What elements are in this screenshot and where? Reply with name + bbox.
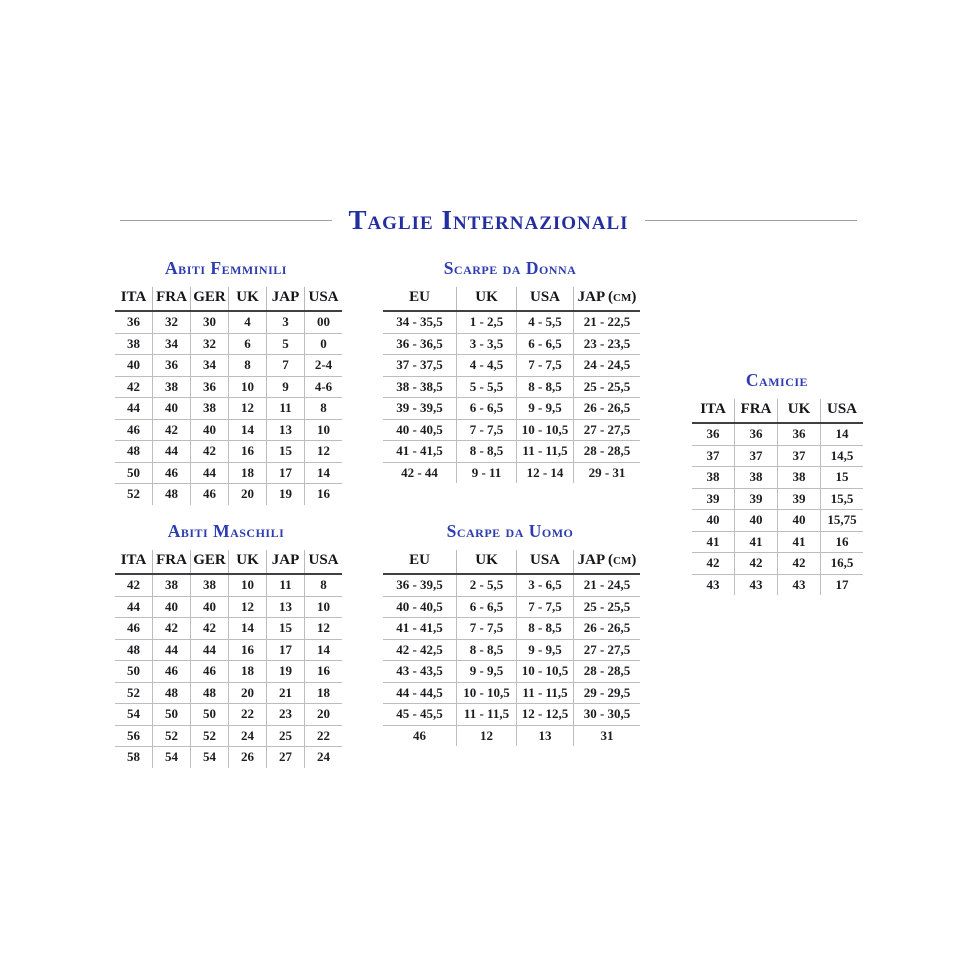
size-cell: 31 — [574, 725, 641, 746]
size-cell: 43 — [735, 574, 778, 595]
size-cell: 34 - 35,5 — [396, 314, 443, 330]
page-header — [120, 205, 857, 236]
size-cell: 42 — [191, 618, 229, 640]
size-cell: 16 — [229, 639, 267, 661]
size-cell: 6 - 6,5 — [457, 596, 517, 618]
size-cell: 21 - 24,5 — [574, 574, 641, 596]
column-header: JAP (cm) — [574, 550, 641, 574]
size-cell: 15,5 — [821, 488, 864, 510]
size-cell: 17 — [821, 574, 864, 595]
section-title-scarpe-da-donna: Scarpe da Donna — [443, 258, 577, 278]
size-cell: 9 - 9,5 — [457, 661, 517, 683]
size-cell: 13 — [267, 596, 305, 618]
table-row — [383, 574, 640, 596]
size-cell: 9 - 9,5 — [517, 639, 574, 661]
header-row — [383, 287, 640, 311]
size-cell: 36 - 36,5 — [383, 333, 457, 355]
size-cell: 46 — [115, 419, 153, 441]
size-cell: 39 — [778, 488, 821, 510]
table-row — [383, 725, 640, 746]
size-cell: 10 — [305, 596, 343, 618]
size-cell: 52 — [115, 484, 153, 505]
size-cell: 56 — [115, 725, 153, 747]
size-cell: 32 — [191, 333, 229, 355]
table-row — [383, 661, 640, 683]
size-cell: 3 — [267, 311, 305, 333]
size-cell: 1 - 2,5 — [457, 311, 517, 333]
size-cell: 48 — [191, 682, 229, 704]
table-row — [115, 311, 342, 333]
size-cell: 23 - 23,5 — [574, 333, 641, 355]
size-cell: 44 — [115, 398, 153, 420]
size-cell: 11 - 11,5 — [517, 441, 574, 463]
size-cell: 20 — [305, 704, 343, 726]
size-cell: 40 — [191, 596, 229, 618]
size-cell: 46 — [115, 618, 153, 640]
table-row — [115, 574, 342, 596]
size-cell: 22 — [229, 704, 267, 726]
size-cell: 37 - 37,5 — [383, 355, 457, 377]
table-row — [115, 661, 342, 683]
size-cell: 40 — [153, 398, 191, 420]
size-cell: 40 — [191, 419, 229, 441]
column-header: JAP — [267, 550, 305, 574]
column-header: UK — [457, 287, 517, 311]
size-cell: 7 - 7,5 — [457, 419, 517, 441]
column-header: FRA — [735, 399, 778, 423]
size-cell: 14 — [229, 618, 267, 640]
size-cell: 12 - 14 — [517, 462, 574, 483]
size-cell: 30 - 30,5 — [574, 704, 641, 726]
size-cell: 46 — [191, 484, 229, 505]
title-rule-left — [120, 220, 332, 221]
header-row — [115, 550, 342, 574]
table-row — [692, 531, 863, 553]
table-row — [692, 467, 863, 489]
size-cell: 11 - 11,5 — [457, 704, 517, 726]
size-cell: 9 - 11 — [457, 462, 517, 483]
column-header: JAP (cm) — [574, 287, 641, 311]
size-cell: 43 - 43,5 — [383, 661, 457, 683]
size-cell: 8 - 8,5 — [517, 376, 574, 398]
column-header: EU — [383, 550, 457, 574]
size-cell: 19 — [267, 484, 305, 505]
size-cell: 27 - 27,5 — [574, 639, 641, 661]
size-cell: 50 — [191, 704, 229, 726]
size-cell: 11 - 11,5 — [517, 682, 574, 704]
size-cell: 15 — [821, 467, 864, 489]
size-cell: 24 — [305, 747, 343, 768]
size-cell: 58 — [115, 747, 153, 768]
size-cell: 00 — [305, 311, 343, 333]
table-row — [692, 423, 863, 445]
column-header: GER — [191, 550, 229, 574]
size-cell: 25 — [267, 725, 305, 747]
size-cell: 7 — [267, 355, 305, 377]
table-row — [115, 682, 342, 704]
size-cell: 14 — [305, 462, 343, 484]
size-cell: 8 - 8,5 — [457, 441, 517, 463]
table-row — [115, 704, 342, 726]
size-cell: 40 - 40,5 — [383, 596, 457, 618]
size-table-abiti-maschili — [115, 550, 342, 768]
table-row — [692, 445, 863, 467]
table-row — [115, 725, 342, 747]
size-cell: 38 — [153, 376, 191, 398]
size-cell: 5 - 5,5 — [457, 376, 517, 398]
size-cell: 16 — [305, 661, 343, 683]
table-row — [115, 639, 342, 661]
column-header: USA — [821, 399, 864, 423]
section-title-abiti-maschili: Abiti Maschili — [167, 521, 285, 541]
size-cell: 7 - 7,5 — [517, 355, 574, 377]
section-abiti-femminili — [115, 258, 337, 505]
size-cell: 43 — [778, 574, 821, 595]
size-cell: 9 — [267, 376, 305, 398]
size-cell: 12 - 12,5 — [517, 704, 574, 726]
size-cell: 42 — [735, 553, 778, 575]
size-cell: 54 — [191, 747, 229, 768]
size-cell: 46 — [153, 462, 191, 484]
size-cell: 46 — [153, 661, 191, 683]
section-title-scarpe-da-uomo: Scarpe da Uomo — [446, 521, 574, 541]
size-cell: 8 - 8,5 — [517, 618, 574, 640]
size-cell: 13 — [267, 419, 305, 441]
size-cell: 26 - 26,5 — [574, 618, 641, 640]
table-row — [692, 510, 863, 532]
size-cell: 18 — [229, 462, 267, 484]
section-abiti-maschili — [115, 521, 337, 768]
table-row — [115, 333, 342, 355]
column-header: ITA — [692, 399, 735, 423]
size-cell: 38 — [692, 467, 735, 489]
table-row — [115, 462, 342, 484]
size-cell: 44 - 44,5 — [383, 682, 457, 704]
size-table-abiti-femminili — [115, 287, 342, 505]
size-cell: 29 - 29,5 — [574, 682, 641, 704]
size-cell: 40 — [778, 510, 821, 532]
size-cell: 54 — [115, 704, 153, 726]
size-cell: 43 — [692, 574, 735, 595]
size-cell: 21 — [267, 682, 305, 704]
size-cell: 11 — [267, 398, 305, 420]
size-cell: 3 - 3,5 — [457, 333, 517, 355]
section-title-camicie: Camicie — [745, 370, 809, 390]
size-cell: 41 — [778, 531, 821, 553]
table-row — [115, 419, 342, 441]
size-cell: 16 — [821, 531, 864, 553]
size-cell: 10 — [305, 419, 343, 441]
size-cell: 15 — [267, 441, 305, 463]
size-cell: 44 — [153, 441, 191, 463]
size-cell: 50 — [115, 462, 153, 484]
size-cell: 4 - 5,5 — [517, 311, 574, 333]
column-header: UK — [229, 550, 267, 574]
size-cell: 6 - 6,5 — [517, 333, 574, 355]
section-title-abiti-femminili: Abiti Femminili — [165, 258, 287, 278]
size-cell: 4-6 — [305, 376, 343, 398]
size-cell: 42 — [153, 419, 191, 441]
size-cell: 40 — [692, 510, 735, 532]
size-cell: 39 - 39,5 — [383, 398, 457, 420]
column-header: GER — [191, 287, 229, 311]
size-cell: 6 - 6,5 — [457, 398, 517, 420]
column-header: ITA — [115, 550, 153, 574]
column-header: USA — [305, 287, 343, 311]
size-cell: 48 — [115, 441, 153, 463]
size-cell: 54 — [153, 747, 191, 768]
size-cell: 8 — [305, 398, 343, 420]
table-row — [692, 488, 863, 510]
size-cell: 13 — [517, 725, 574, 746]
table-row — [383, 618, 640, 640]
size-cell: 36 — [735, 423, 778, 445]
size-cell: 36 — [153, 355, 191, 377]
size-cell: 5 — [267, 333, 305, 355]
size-cell: 24 - 24,5 — [574, 355, 641, 377]
size-cell: 28 - 28,5 — [574, 661, 641, 683]
size-cell: 36 - 39,5 — [396, 577, 443, 593]
size-cell: 26 - 26,5 — [574, 398, 641, 420]
size-cell: 22 — [305, 725, 343, 747]
size-cell: 37 — [778, 445, 821, 467]
size-cell: 18 — [229, 661, 267, 683]
table-row — [383, 441, 640, 463]
size-table-scarpe-da-uomo — [383, 550, 640, 746]
size-cell: 36 — [706, 426, 720, 442]
section-scarpe-da-uomo — [383, 521, 637, 746]
size-cell: 10 - 10,5 — [517, 419, 574, 441]
size-cell: 21 - 22,5 — [574, 311, 641, 333]
size-table-scarpe-da-donna — [383, 287, 640, 483]
column-header: JAP — [267, 287, 305, 311]
table-row — [383, 462, 640, 483]
table-row — [115, 618, 342, 640]
size-cell: 40 — [115, 355, 153, 377]
size-cell: 38 — [115, 333, 153, 355]
size-cell: 28 - 28,5 — [574, 441, 641, 463]
size-cell: 38 — [735, 467, 778, 489]
size-cell: 38 — [191, 398, 229, 420]
size-cell: 39 — [735, 488, 778, 510]
size-cell: 40 — [735, 510, 778, 532]
size-cell: 20 — [229, 682, 267, 704]
size-cell: 38 — [153, 574, 191, 596]
column-header: USA — [517, 287, 574, 311]
size-cell: 3 - 6,5 — [517, 574, 574, 596]
column-header: FRA — [153, 550, 191, 574]
size-cell: 38 — [191, 574, 229, 596]
size-cell: 34 — [191, 355, 229, 377]
size-cell: 30 — [191, 311, 229, 333]
size-cell: 42 — [127, 577, 140, 593]
size-cell: 42 — [692, 553, 735, 575]
size-cell: 44 — [191, 639, 229, 661]
header-row — [115, 287, 342, 311]
size-cell: 29 - 31 — [574, 462, 641, 483]
size-cell: 12 — [229, 596, 267, 618]
size-cell: 36 — [191, 376, 229, 398]
header-row — [383, 550, 640, 574]
size-cell: 9 - 9,5 — [517, 398, 574, 420]
size-cell: 46 — [383, 725, 457, 746]
size-cell: 48 — [115, 639, 153, 661]
table-row — [115, 596, 342, 618]
column-header: FRA — [153, 287, 191, 311]
table-row — [115, 747, 342, 768]
size-cell: 7 - 7,5 — [517, 596, 574, 618]
size-cell: 52 — [153, 725, 191, 747]
column-header: EU — [383, 287, 457, 311]
column-header: ITA — [115, 287, 153, 311]
size-cell: 27 — [267, 747, 305, 768]
size-cell: 44 — [153, 639, 191, 661]
size-cell: 10 - 10,5 — [457, 682, 517, 704]
size-cell: 6 — [229, 333, 267, 355]
size-cell: 16 — [229, 441, 267, 463]
header-row — [692, 399, 863, 423]
size-cell: 26 — [229, 747, 267, 768]
table-row — [115, 441, 342, 463]
size-cell: 2 - 5,5 — [457, 574, 517, 596]
title-rule-right — [645, 220, 857, 221]
size-cell: 41 — [692, 531, 735, 553]
size-cell: 14 — [305, 639, 343, 661]
table-row — [383, 704, 640, 726]
table-row — [383, 355, 640, 377]
size-cell: 20 — [229, 484, 267, 505]
size-cell: 12 — [457, 725, 517, 746]
size-cell: 8 — [305, 574, 343, 596]
size-cell: 38 — [778, 467, 821, 489]
size-cell: 37 — [692, 445, 735, 467]
size-cell: 10 — [229, 376, 267, 398]
size-cell: 39 — [692, 488, 735, 510]
size-cell: 42 - 42,5 — [383, 639, 457, 661]
size-cell: 34 — [153, 333, 191, 355]
section-camicie — [692, 370, 862, 595]
size-cell: 12 — [305, 618, 343, 640]
size-cell: 15 — [267, 618, 305, 640]
size-cell: 2-4 — [305, 355, 343, 377]
size-cell: 25 - 25,5 — [574, 376, 641, 398]
size-table-camicie — [692, 399, 863, 595]
size-cell: 45 - 45,5 — [383, 704, 457, 726]
column-header: UK — [229, 287, 267, 311]
size-cell: 52 — [115, 682, 153, 704]
size-cell: 38 - 38,5 — [383, 376, 457, 398]
table-row — [383, 596, 640, 618]
table-row — [383, 398, 640, 420]
size-cell: 14 — [229, 419, 267, 441]
size-cell: 8 - 8,5 — [457, 639, 517, 661]
table-row — [383, 333, 640, 355]
table-row — [383, 311, 640, 333]
size-cell: 50 — [153, 704, 191, 726]
size-cell: 15,75 — [821, 510, 864, 532]
size-cell: 23 — [267, 704, 305, 726]
size-cell: 46 — [191, 661, 229, 683]
size-cell: 48 — [153, 484, 191, 505]
column-header: UK — [457, 550, 517, 574]
table-row — [383, 376, 640, 398]
size-cell: 52 — [191, 725, 229, 747]
page-title: Taglie Internazionali — [348, 205, 629, 235]
size-cell: 48 — [153, 682, 191, 704]
table-row — [692, 553, 863, 575]
size-cell: 10 — [229, 574, 267, 596]
size-cell: 44 — [191, 462, 229, 484]
size-cell: 42 — [115, 376, 153, 398]
size-cell: 4 — [229, 311, 267, 333]
size-cell: 10 - 10,5 — [517, 661, 574, 683]
size-cell: 27 - 27,5 — [574, 419, 641, 441]
column-header: USA — [305, 550, 343, 574]
size-cell: 36 — [778, 423, 821, 445]
size-cell: 18 — [305, 682, 343, 704]
table-row — [115, 398, 342, 420]
size-cell: 24 — [229, 725, 267, 747]
size-cell: 41 — [735, 531, 778, 553]
table-row — [383, 682, 640, 704]
size-cell: 44 — [115, 596, 153, 618]
size-cell: 8 — [229, 355, 267, 377]
section-scarpe-da-donna — [383, 258, 637, 483]
size-cell: 42 — [778, 553, 821, 575]
size-cell: 14 — [821, 423, 864, 445]
column-header: UK — [778, 399, 821, 423]
size-cell: 40 - 40,5 — [383, 419, 457, 441]
table-row — [115, 484, 342, 505]
size-cell: 14,5 — [821, 445, 864, 467]
size-cell: 16,5 — [821, 553, 864, 575]
column-header: USA — [517, 550, 574, 574]
size-cell: 16 — [305, 484, 343, 505]
size-cell: 11 — [267, 574, 305, 596]
size-cell: 32 — [153, 311, 191, 333]
size-cell: 41 - 41,5 — [383, 618, 457, 640]
size-cell: 12 — [305, 441, 343, 463]
size-cell: 37 — [735, 445, 778, 467]
size-cell: 7 - 7,5 — [457, 618, 517, 640]
size-cell: 17 — [267, 462, 305, 484]
table-row — [383, 639, 640, 661]
table-row — [383, 419, 640, 441]
table-row — [692, 574, 863, 595]
size-cell: 17 — [267, 639, 305, 661]
size-cell: 40 — [153, 596, 191, 618]
size-cell: 25 - 25,5 — [574, 596, 641, 618]
size-cell: 42 — [191, 441, 229, 463]
size-cell: 36 — [127, 314, 140, 330]
size-cell: 42 - 44 — [383, 462, 457, 483]
size-cell: 0 — [305, 333, 343, 355]
size-cell: 42 — [153, 618, 191, 640]
size-cell: 12 — [229, 398, 267, 420]
table-row — [115, 376, 342, 398]
size-cell: 4 - 4,5 — [457, 355, 517, 377]
size-cell: 19 — [267, 661, 305, 683]
size-cell: 41 - 41,5 — [383, 441, 457, 463]
size-cell: 50 — [115, 661, 153, 683]
table-row — [115, 355, 342, 377]
